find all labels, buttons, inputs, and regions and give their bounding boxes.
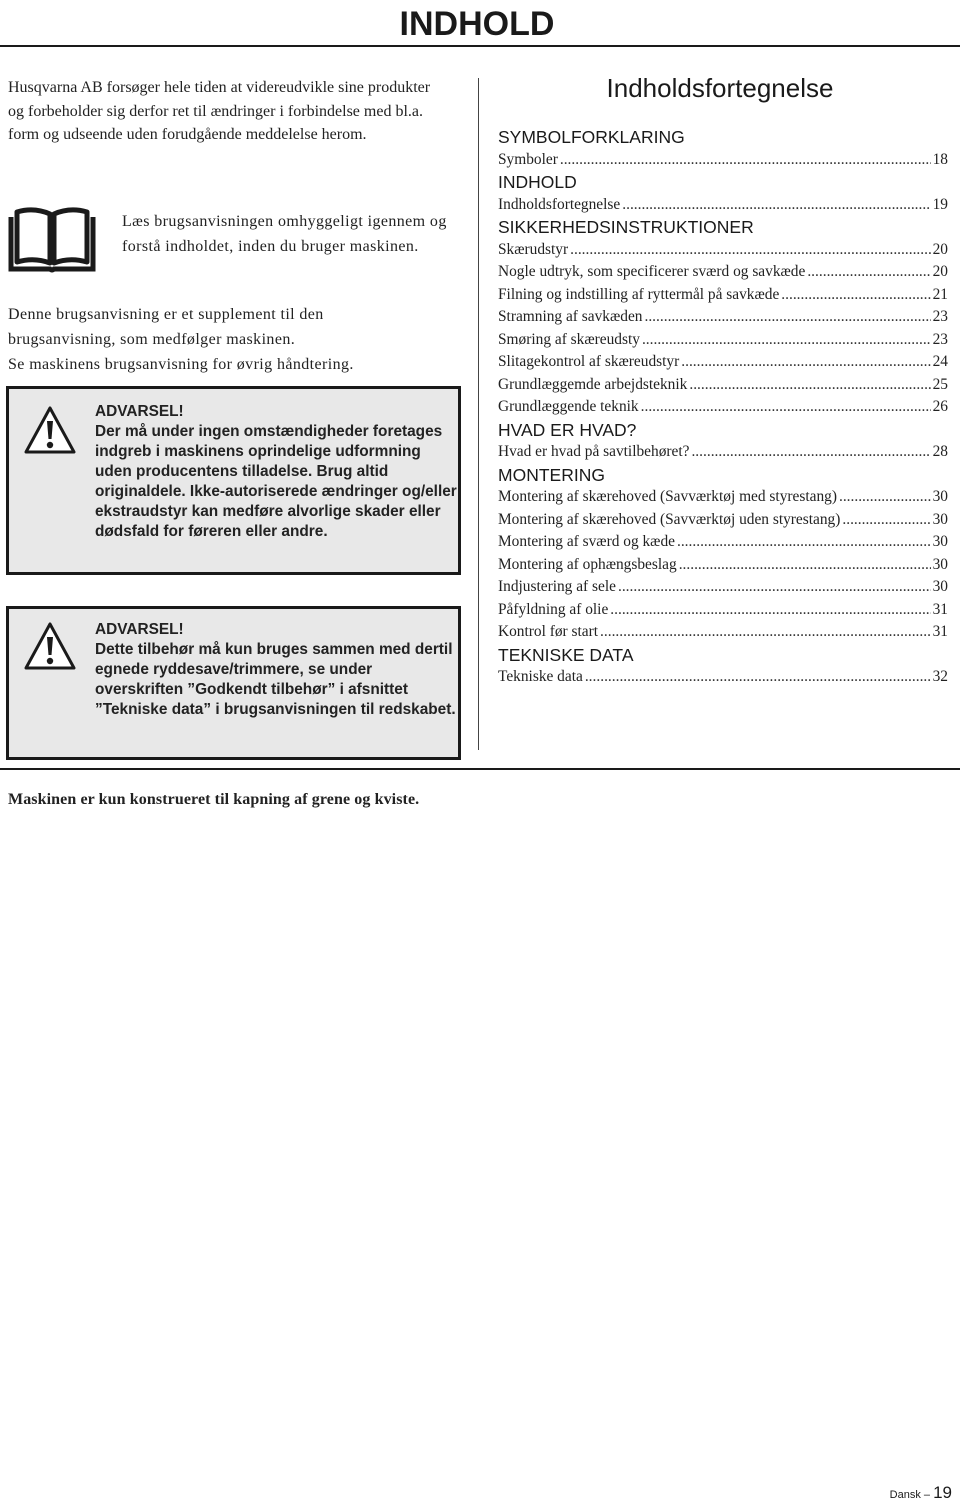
warning-triangle-icon bbox=[24, 621, 76, 671]
toc-entry-page: 19 bbox=[932, 195, 948, 213]
toc-entry-page: 23 bbox=[932, 308, 948, 325]
toc-entry-page: 30 bbox=[932, 533, 948, 550]
book-icon bbox=[8, 205, 96, 273]
dot-leader bbox=[644, 306, 930, 329]
toc-entry-title: Grundlæggende teknik bbox=[498, 398, 639, 415]
toc-section-heading: SIKKERHEDSINSTRUKTIONER bbox=[498, 217, 754, 237]
page-title: INDHOLD bbox=[399, 5, 555, 43]
intro-paragraph: Husqvarna AB forsøger hele tiden at videreudvikle sine produkter og forbeholder sig derfor ret til ændringer i forbindelse med bl.a. form og udseende uden forudgående meddelelse herom. bbox=[8, 79, 431, 143]
toc-entry bbox=[498, 621, 948, 644]
bottom-divider bbox=[0, 768, 960, 770]
toc-entry bbox=[498, 599, 948, 622]
toc-entry-title: Grundlæggemde arbejdsteknik bbox=[498, 375, 688, 393]
dot-leader bbox=[842, 509, 930, 532]
header-divider bbox=[0, 45, 960, 47]
toc-entry bbox=[498, 396, 948, 419]
toc-entry-title: Skærudstyr bbox=[498, 240, 569, 258]
warning-title: ADVARSEL! bbox=[95, 403, 184, 420]
toc-entry bbox=[498, 531, 948, 554]
dot-leader bbox=[560, 149, 931, 172]
toc-entry-page: 21 bbox=[932, 285, 948, 303]
supplement-note bbox=[8, 302, 438, 377]
dot-leader bbox=[677, 531, 931, 554]
toc-entry bbox=[498, 351, 948, 374]
toc-section-heading: TEKNISKE DATA bbox=[498, 644, 634, 665]
toc-entry-page: 23 bbox=[932, 330, 948, 348]
page-number: 19 bbox=[933, 1483, 952, 1502]
warning-body: Dette tilbehør må kun bruges sammen med dertil egnede ryddesave/trimmere, se under overskriften ”Godkendt tilbehør” i afsnittet ”Tekniske data” i brugsanvisningen til redskabet. bbox=[95, 641, 456, 718]
column-divider bbox=[478, 78, 479, 750]
toc-section-heading: INDHOLD bbox=[498, 172, 577, 192]
warning-triangle-icon bbox=[24, 405, 76, 455]
dot-leader bbox=[641, 396, 931, 419]
dot-leader bbox=[618, 576, 931, 599]
toc-entry-title: Tekniske data bbox=[498, 668, 583, 685]
warning-text bbox=[95, 620, 457, 720]
toc-entry bbox=[498, 149, 948, 172]
toc-entry-title: Montering af sværd og kæde bbox=[498, 533, 675, 550]
toc-section-heading: SYMBOLFORKLARING bbox=[498, 127, 685, 147]
toc-entry bbox=[498, 576, 948, 599]
toc-entry bbox=[498, 554, 948, 577]
toc-entry bbox=[498, 239, 948, 262]
toc-entry-page: 26 bbox=[932, 398, 948, 415]
page-footer bbox=[858, 1483, 952, 1503]
usage-note: Maskinen er kun konstrueret til kapning af grene og kviste. bbox=[8, 791, 420, 808]
toc-entry-page: 30 bbox=[932, 488, 948, 505]
warning-title: ADVARSEL! bbox=[95, 621, 184, 638]
toc-entry-page: 32 bbox=[932, 668, 948, 685]
supplement-line: Denne brugsanvisning er et supplement til den bbox=[8, 306, 324, 323]
toc-entry bbox=[498, 261, 948, 284]
dot-leader bbox=[691, 441, 930, 464]
toc-entry-page: 24 bbox=[932, 353, 948, 370]
toc-entry-page: 31 bbox=[932, 600, 948, 618]
table-of-contents bbox=[498, 126, 948, 689]
dot-leader bbox=[679, 554, 931, 577]
toc-title: Indholdsfortegnelse bbox=[606, 73, 834, 103]
warning-text bbox=[95, 402, 457, 542]
toc-entry bbox=[498, 374, 948, 397]
toc-entry-page: 30 bbox=[932, 578, 948, 595]
dot-leader bbox=[681, 351, 930, 374]
toc-entry-title: Indholdsfortegnelse bbox=[498, 195, 621, 213]
toc-entry-page: 31 bbox=[932, 623, 948, 640]
toc-entry bbox=[498, 306, 948, 329]
toc-entry-title: Indjustering af sele bbox=[498, 578, 616, 595]
dot-leader bbox=[781, 284, 930, 307]
toc-entry-title: Nogle udtryk, som specificerer sværd og savkæde bbox=[498, 263, 806, 280]
dot-leader bbox=[642, 329, 931, 352]
toc-entry-page: 18 bbox=[932, 150, 948, 168]
toc-entry bbox=[498, 509, 948, 532]
toc-entry-title: Stramning af savkæden bbox=[498, 308, 643, 325]
toc-entry-title: Hvad er hvad på savtilbehøret? bbox=[498, 443, 690, 460]
dot-leader bbox=[610, 599, 930, 622]
warning-body: Der må under ingen omstændigheder foretages indgreb i maskinens oprindelige udformning uden producentens tilladelse. Brug altid originaldele. Ikke-autoriserede ændringer og/eller ekstraudstyr kan medføre alvorlige skader eller dødsfald for føreren eller andre. bbox=[95, 423, 457, 540]
dot-leader bbox=[585, 666, 931, 689]
toc-entry-page: 30 bbox=[932, 510, 948, 528]
toc-section-heading: MONTERING bbox=[498, 464, 605, 485]
read-manual-note: Læs brugsanvisningen omhyggeligt igennem og forstå indholdet, inden du bruger maskinen. bbox=[122, 213, 447, 255]
toc-entry-page: 25 bbox=[932, 375, 948, 393]
toc-entry-title: Montering af skærehoved (Savværktøj med styrestang) bbox=[498, 488, 837, 505]
toc-section-heading: HVAD ER HVAD? bbox=[498, 419, 637, 440]
dot-leader bbox=[600, 621, 931, 644]
toc-entry bbox=[498, 486, 948, 509]
toc-entry-title: Filning og indstilling af ryttermål på savkæde bbox=[498, 285, 780, 303]
toc-entry-title: Montering af ophængsbeslag bbox=[498, 555, 677, 573]
dot-leader bbox=[622, 194, 930, 217]
toc-entry-title: Slitagekontrol af skæreudstyr bbox=[498, 353, 680, 370]
dot-leader bbox=[689, 374, 930, 397]
toc-entry-title: Kontrol før start bbox=[498, 623, 599, 640]
toc-entry-title: Symboler bbox=[498, 150, 558, 168]
toc-entry-page: 20 bbox=[932, 263, 948, 280]
footer-language: Dansk – bbox=[889, 1489, 931, 1501]
toc-entry bbox=[498, 329, 948, 352]
warning-box bbox=[6, 386, 461, 575]
toc-entry bbox=[498, 284, 948, 307]
toc-entry-page: 30 bbox=[932, 555, 948, 573]
toc-entry-title: Påfyldning af olie bbox=[498, 600, 609, 618]
supplement-line: brugsanvisning, som medfølger maskinen. bbox=[8, 331, 296, 348]
toc-entry-page: 20 bbox=[932, 240, 948, 258]
toc-entry bbox=[498, 194, 948, 217]
supplement-line: Se maskinens brugsanvisning for øvrig håndtering. bbox=[8, 356, 354, 373]
toc-entry-title: Montering af skærehoved (Savværktøj uden styrestang) bbox=[498, 510, 841, 528]
toc-entry-title: Smøring af skæreudsty bbox=[498, 330, 640, 348]
dot-leader bbox=[570, 239, 930, 262]
dot-leader bbox=[807, 261, 930, 284]
warning-box bbox=[6, 606, 461, 760]
toc-entry-page: 28 bbox=[932, 443, 948, 460]
toc-entry bbox=[498, 666, 948, 689]
dot-leader bbox=[839, 486, 931, 509]
toc-entry bbox=[498, 441, 948, 464]
